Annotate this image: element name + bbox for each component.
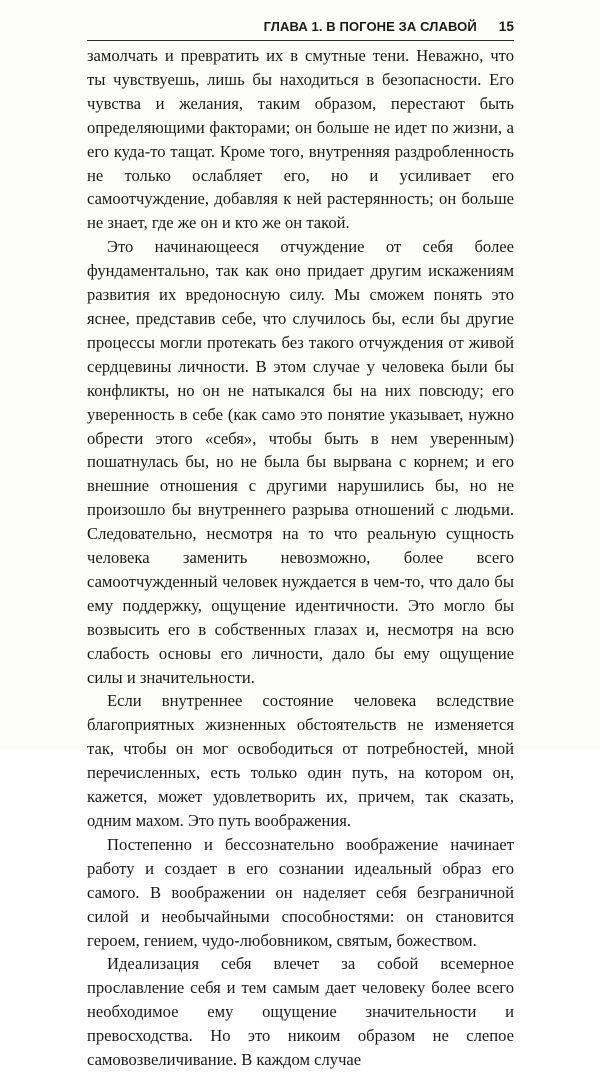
paragraph-3: Если внутреннее состояние человека вследствие благоприятных жизненных обстоятельств не изменяется так, чтобы он мог освободиться от потребностей, мной перечисленных, есть только один путь, на котором он, кажется, может удовлетворить их, причем, так сказать, одним махом. Это путь воображения. — [87, 691, 514, 830]
paragraph-1: замолчать и превратить их в смутные тени. Неважно, что ты чувствуешь, лишь бы находиться в безопасности. Его чувства и желания, таким образом, перестают быть определяющими факторами; он больше не идет по жизни, а его куда-то тащат. Кроме того, внутренняя раздробленность не только ослабляет его, но и усиливает его самоотчуждение, добавляя к ней растерянность; он больше не знает, где же он и кто же он такой. — [87, 46, 514, 233]
page-number: 15 — [498, 18, 514, 34]
body-text — [87, 44, 514, 1072]
header-rule — [87, 40, 514, 41]
paragraph-2: Это начинающееся отчуждение от себя более фундаментально, так как оно придает другим искажениям развития их вредоносную силу. Мы сможем понять это яснее, представив себе, что случилось бы, если бы другие процессы могли протекать без такого отчуждения от живой сердцевины личности. В этом случае у человека были бы конфликты, но он не натыкался бы на них повсюду; его уверенность в себе (как само это понятие указывает, нужно обрести этого «себя», чтобы быть в нем уверенным) пошатнулась бы, но не была бы вырвана с корнем; и его внешние отношения с другими нарушились бы, но не произошло бы внутреннего разрыва отношений с людьми. Следовательно, несмотря на то что реальную сущность человека заменить невозможно, более всего самоотчужденный человек нуждается в чем-то, что дало бы ему поддержку, ощущение идентичности. Это могло бы возвысить его в собственных глазах и, несмотря на всю слабость основы его личности, дало бы ему ощущение силы и значительности. — [87, 237, 514, 687]
paragraph-4: Постепенно и бессознательно воображение начинает работу и создает в его сознании идеальный образ его самого. В воображении он наделяет себя безграничной силой и необычайными способностями: он становится героем, гением, чудо-любовником, святым, божеством. — [87, 834, 514, 950]
chapter-title: ГЛАВА 1. В ПОГОНЕ ЗА СЛАВОЙ — [263, 18, 477, 34]
running-header — [87, 14, 514, 38]
paragraph-5: Идеализация себя влечет за собой всемерное прославление себя и тем самым дает человеку более всего необходимое ему ощущение значительности и превосходства. Но это никоим образом не слепое самовозвеличивание. В каждом случае — [87, 954, 514, 1070]
